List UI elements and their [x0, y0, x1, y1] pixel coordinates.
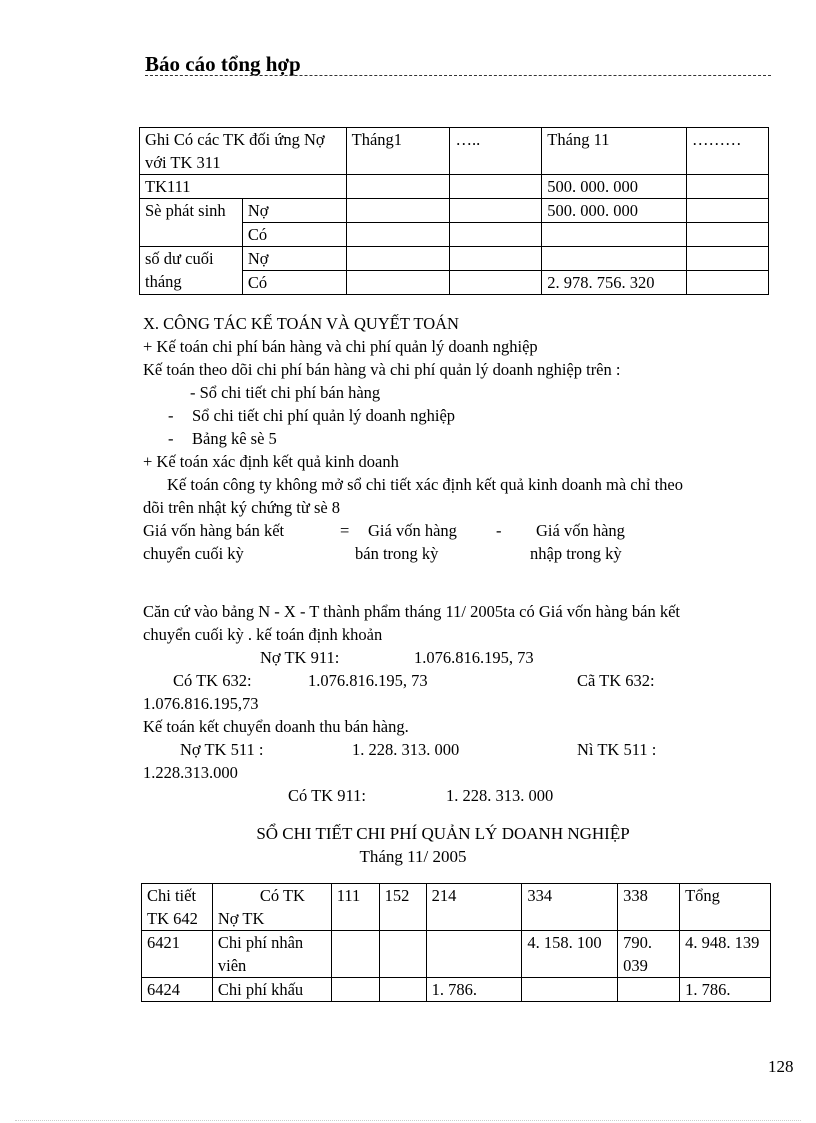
ledger-subtitle: Tháng 11/ 2005	[359, 847, 467, 866]
table-cell: 338	[618, 884, 680, 931]
body-line: dõi trên nhật ký chứng từ sè 8	[143, 498, 341, 517]
table-row	[140, 128, 769, 175]
table-cell: Nợ	[242, 199, 346, 223]
entry-amount: 1.076.816.195, 73	[414, 648, 534, 667]
ledger-table	[141, 883, 771, 1002]
table-cell	[346, 271, 450, 295]
page-number: 128	[768, 1057, 794, 1076]
table-cell: Có	[242, 223, 346, 247]
formula-term: Giá vốn hàng bán kết	[143, 521, 285, 540]
entry-account: Nợ TK 511 :	[180, 740, 264, 759]
list-item: Sổ chi tiết chi phí quản lý doanh nghiệp	[192, 406, 456, 425]
entry-amount: 1.076.816.195,73	[143, 694, 259, 713]
ledger-head-mid-2: Nợ TK	[217, 909, 265, 928]
table-row	[142, 931, 771, 978]
table-cell	[687, 271, 769, 295]
table-cell: 214	[426, 884, 522, 931]
table-cell: 6424	[142, 978, 213, 1002]
table-cell	[450, 247, 542, 271]
formula-term: bán trong kỳ	[355, 544, 439, 563]
table-cell	[346, 175, 450, 199]
table-cell: Tháng1	[346, 128, 450, 175]
table-cell: 6421	[142, 931, 213, 978]
table-cell: 500. 000. 000	[542, 175, 687, 199]
table-cell	[542, 223, 687, 247]
table-cell: 4. 158. 100	[522, 931, 618, 978]
table-cell: Tháng 11	[542, 128, 687, 175]
table-cell	[618, 978, 680, 1002]
list-bullet: -	[168, 406, 174, 425]
table-cell	[687, 199, 769, 223]
table-cell: 1. 786.	[680, 978, 771, 1002]
table-cell	[426, 931, 522, 978]
table-cell	[346, 223, 450, 247]
table-cell	[379, 931, 426, 978]
table-cell: 2. 978. 756. 320	[542, 271, 687, 295]
table-cell: 500. 000. 000	[542, 199, 687, 223]
table-cell: 111	[331, 884, 379, 931]
table-cell	[212, 884, 331, 931]
table-cell: 334	[522, 884, 618, 931]
table-cell	[331, 931, 379, 978]
table-cell	[450, 271, 542, 295]
table-cell	[450, 175, 542, 199]
table-cell	[450, 223, 542, 247]
footer-divider	[15, 1120, 801, 1121]
table-cell	[522, 978, 618, 1002]
table-cell: Có	[242, 271, 346, 295]
table-row	[140, 175, 769, 199]
ledger-title: SỔ CHI TIẾT CHI PHÍ QUẢN LÝ DOANH NGHIỆP	[256, 824, 630, 843]
formula-operator: -	[496, 521, 502, 540]
table-cell: Tổng	[680, 884, 771, 931]
table-cell: Sè phát sinh	[140, 199, 243, 247]
table-cell	[142, 884, 213, 931]
body-line: + Kế toán xác định kết quả kinh doanh	[143, 452, 399, 471]
list-bullet: -	[168, 429, 174, 448]
table-cell: 790. 039	[618, 931, 680, 978]
formula-term: Giá vốn hàng	[536, 521, 625, 540]
table-cell	[687, 247, 769, 271]
body-line: Kế toán theo dõi chi phí bán hàng và chi phí quản lý doanh nghiệp trên :	[143, 360, 621, 379]
table-cell: ………	[687, 128, 769, 175]
entry-amount: 1.228.313.000	[143, 763, 238, 782]
account-311-table	[139, 127, 769, 295]
table-row	[142, 978, 771, 1002]
table-row	[142, 884, 771, 931]
list-item: Bảng kê sè 5	[192, 429, 277, 448]
table-cell: Ghi Có các TK đối ứng Nợ với TK 311	[140, 128, 347, 175]
entry-account: Có TK 911:	[288, 786, 366, 805]
entry-amount: 1. 228. 313. 000	[352, 740, 460, 759]
entry-amount: 1. 228. 313. 000	[446, 786, 554, 805]
table-cell	[346, 247, 450, 271]
table-cell	[687, 223, 769, 247]
body-line: chuyển cuối kỳ . kế toán định khoản	[143, 625, 383, 644]
entry-account: Có TK 632:	[173, 671, 252, 690]
formula-term: Giá vốn hàng	[368, 521, 457, 540]
table-cell	[379, 978, 426, 1002]
table-cell: TK111	[140, 175, 347, 199]
table-cell: 4. 948. 139	[680, 931, 771, 978]
table-cell: số dư cuối tháng	[140, 247, 243, 295]
table-cell	[450, 199, 542, 223]
entry-amount: 1.076.816.195, 73	[308, 671, 428, 690]
formula-term: nhập trong kỳ	[530, 544, 622, 563]
table-cell: 152	[379, 884, 426, 931]
ledger-head-left-2: TK 642	[147, 909, 198, 928]
section-heading: X. CÔNG TÁC KẾ TOÁN VÀ QUYẾT TOÁN	[143, 314, 459, 333]
list-item: - Sổ chi tiết chi phí bán hàng	[190, 383, 381, 402]
body-line: Kế toán công ty không mở sổ chi tiết xác định kết quả kinh doanh mà chỉ theo	[167, 475, 683, 494]
entry-account: Cã TK 632:	[577, 671, 655, 690]
table-cell	[331, 978, 379, 1002]
ledger-head-left-1: Chi tiết	[147, 886, 197, 905]
table-row	[140, 247, 769, 271]
table-cell	[687, 175, 769, 199]
body-line: + Kế toán chi phí bán hàng và chi phí quản lý doanh nghiệp	[143, 337, 538, 356]
table-cell: …..	[450, 128, 542, 175]
table-cell: Nợ	[242, 247, 346, 271]
page-header-title: Báo cáo tổng hợp	[145, 52, 301, 76]
entry-account: Nì TK 511 :	[577, 740, 657, 759]
formula-operator: =	[340, 521, 350, 540]
table-cell	[542, 247, 687, 271]
body-line: Kế toán kết chuyển doanh thu bán hàng.	[143, 717, 409, 736]
entry-account: Nợ TK 911:	[260, 648, 340, 667]
formula-term: chuyển cuối kỳ	[143, 544, 244, 563]
table-cell: Chi phí khấu	[212, 978, 331, 1002]
header-divider	[145, 75, 771, 76]
body-line: Căn cứ vào bảng N - X - T thành phẩm tháng 11/ 2005ta có Giá vốn hàng bán kết	[143, 602, 680, 621]
table-row	[140, 199, 769, 223]
ledger-head-mid-1: Có TK	[259, 886, 305, 905]
table-cell	[346, 199, 450, 223]
table-cell: 1. 786.	[426, 978, 522, 1002]
table-cell: Chi phí nhân viên	[212, 931, 331, 978]
